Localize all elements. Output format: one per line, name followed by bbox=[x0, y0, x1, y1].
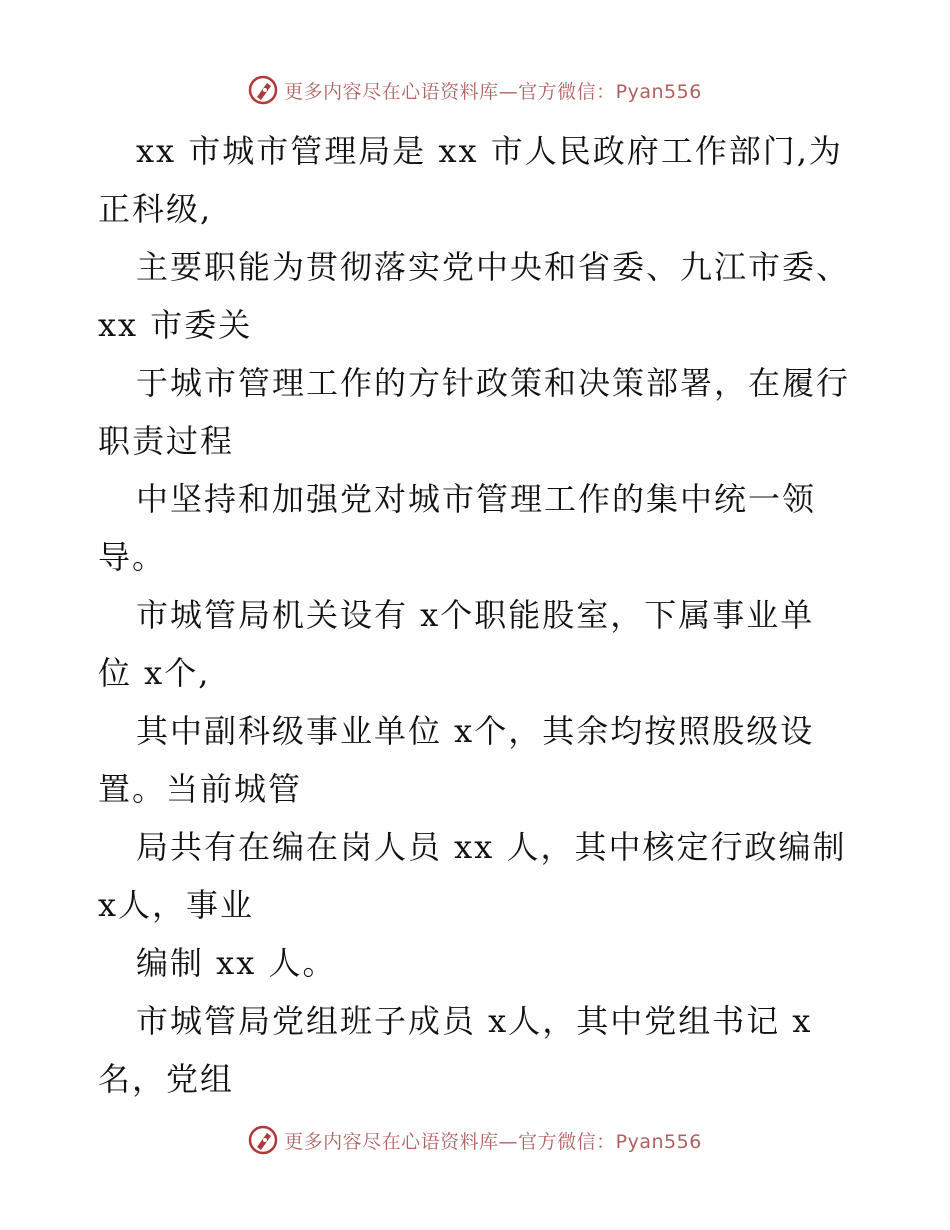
body-line: 其中副科级事业单位 x个，其余均按照股级设 bbox=[136, 712, 815, 750]
body-line: 导。 bbox=[98, 538, 167, 576]
document-body bbox=[98, 122, 858, 1108]
body-line: 位 x个, bbox=[98, 654, 211, 692]
body-line: 市城管局党组班子成员 x人，其中党组书记 x bbox=[136, 1002, 813, 1040]
watermark-text: 更多内容尽在心语资料库—官方微信：Pyan556 bbox=[284, 80, 702, 103]
body-line: 主要职能为贯彻落实党中央和省委、九江市委、 bbox=[136, 248, 851, 286]
body-line: 正科级, bbox=[98, 190, 213, 228]
body-line: 职责过程 bbox=[98, 422, 235, 460]
body-line: 于城市管理工作的方针政策和决策部署，在履行 bbox=[136, 364, 851, 402]
body-line: 市城管局机关设有 x个职能股室，下属事业单 bbox=[136, 596, 815, 634]
body-line: 编制 xx 人。 bbox=[136, 944, 337, 982]
pen-nib-logo-icon bbox=[248, 75, 278, 105]
body-line: 局共有在编在岗人员 xx 人，其中核定行政编制 bbox=[136, 828, 847, 866]
header-watermark bbox=[0, 72, 950, 108]
body-line: x人，事业 bbox=[98, 886, 255, 924]
body-line: xx 市城市管理局是 xx 市人民政府工作部门,为 bbox=[136, 132, 843, 170]
body-line: 置。当前城管 bbox=[98, 770, 303, 808]
body-line: 中坚持和加强党对城市管理工作的集中统一领 bbox=[136, 480, 817, 518]
watermark-text: 更多内容尽在心语资料库—官方微信：Pyan556 bbox=[284, 1130, 702, 1153]
pen-nib-logo-icon bbox=[248, 1125, 278, 1155]
body-line: xx 市委关 bbox=[98, 306, 253, 344]
footer-watermark bbox=[0, 1122, 950, 1158]
body-line: 名，党组 bbox=[98, 1060, 235, 1098]
